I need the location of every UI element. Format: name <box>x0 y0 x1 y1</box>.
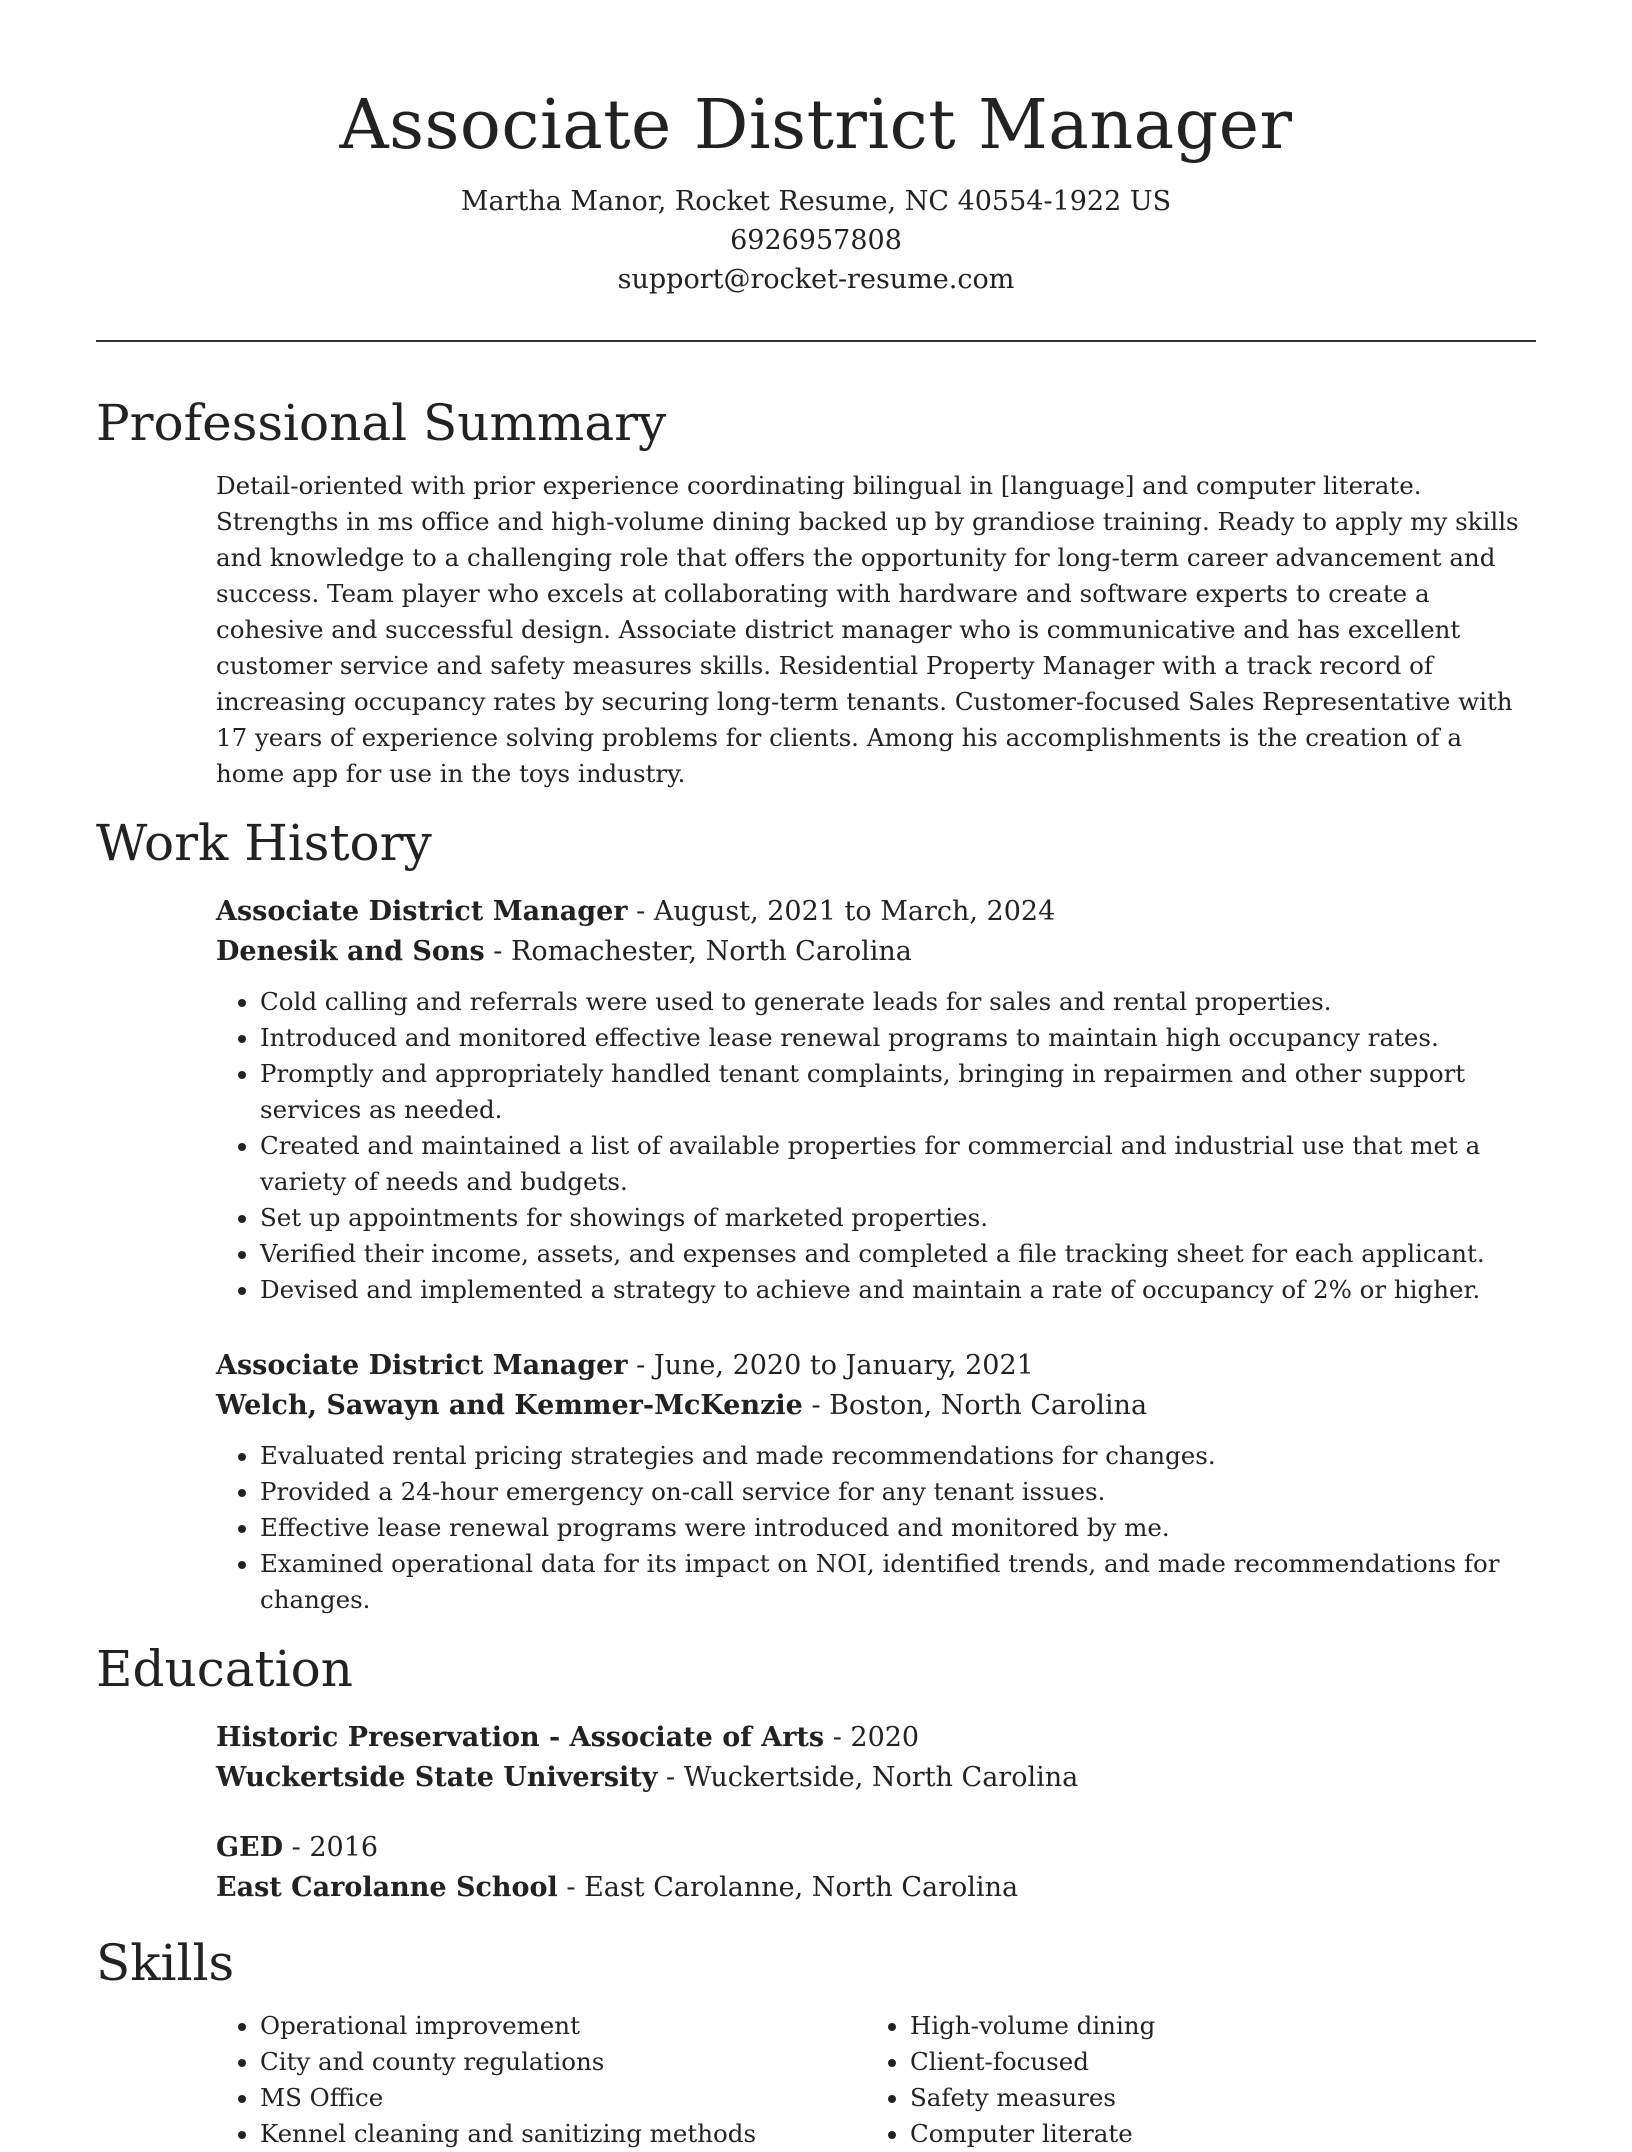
list-item: • Verified their income, assets, and expenses and completed a file tracking sheet for each applicant. <box>260 1236 1536 1272</box>
job-company: Denesik and Sons <box>216 936 485 967</box>
skills-column-right <box>866 2008 1516 2152</box>
resume-page <box>96 0 1536 2152</box>
job-title: Associate District Manager <box>216 1350 628 1381</box>
contact-address: Martha Manor, Rocket Resume, NC 40554-1922 US <box>460 186 1172 217</box>
skill-item: • Kennel cleaning and sanitizing methods <box>260 2116 866 2152</box>
degree-year: - 2016 <box>283 1832 379 1863</box>
skill-item: • Client-focused <box>910 2044 1516 2080</box>
job-title-line <box>216 892 1536 932</box>
section-title-education: Education <box>96 1640 353 1698</box>
list-item: • Introduced and monitored effective lease renewal programs to maintain high occupancy rates. <box>260 1020 1536 1056</box>
contact-email: support@rocket-resume.com <box>617 264 1015 295</box>
section-title-work: Work History <box>96 814 432 872</box>
job-bullets <box>216 1438 1536 1618</box>
job-bullets <box>216 984 1536 1308</box>
job-company: Welch, Sawayn and Kemmer-McKenzie <box>216 1390 803 1421</box>
skills-column-left <box>216 2008 866 2152</box>
work-history-section <box>96 810 1536 1618</box>
job-location: - Romachester, North Carolina <box>484 936 912 967</box>
job-company-line <box>216 932 1536 972</box>
school: Wuckertside State University <box>216 1762 658 1793</box>
education-entry <box>216 1828 1536 1908</box>
skill-item: • Operational improvement <box>260 2008 866 2044</box>
resume-title: Associate District Manager <box>339 86 1293 165</box>
list-item: • Promptly and appropriately handled tenant complaints, bringing in repairmen and other support services as needed. <box>260 1056 1536 1128</box>
skills-list-left <box>216 2008 866 2152</box>
degree-line <box>216 1828 1536 1868</box>
job-company-line <box>216 1386 1536 1426</box>
job-dates: - June, 2020 to January, 2021 <box>627 1350 1034 1381</box>
school-line <box>216 1758 1536 1798</box>
skill-item: • Computer literate <box>910 2116 1516 2152</box>
list-item: • Set up appointments for showings of marketed properties. <box>260 1200 1536 1236</box>
professional-summary-section <box>96 390 1536 792</box>
education-section <box>96 1636 1536 1908</box>
job-title-line <box>216 1346 1536 1386</box>
degree-line <box>216 1718 1536 1758</box>
degree-year: - 2020 <box>824 1722 920 1753</box>
summary-text: Detail-oriented with prior experience coordinating bilingual in [language] and computer literate. Strengths in ms office and high-volume dining backed up by grandiose training. Ready to apply my skills and knowledge to a challenging role that offers the opportunity for long-term career advancement and success. Team player who excels at collaborating with hardware and software experts to create a cohesive and successful design. Associate district manager who is communicative and has excellent customer service and safety measures skills. Residential Property Manager with a track record of increasing occupancy rates by securing long-term tenants. Customer-focused Sales Representative with 17 years of experience solving problems for clients. Among his accomplishments is the creation of a home app for use in the toys industry. <box>216 471 1519 788</box>
header-divider <box>96 340 1536 342</box>
list-item: • Evaluated rental pricing strategies and made recommendations for changes. <box>260 1438 1536 1474</box>
list-item: • Provided a 24-hour emergency on-call service for any tenant issues. <box>260 1474 1536 1510</box>
skill-item: • MS Office <box>260 2080 866 2116</box>
school: East Carolanne School <box>216 1872 558 1903</box>
list-item: • Examined operational data for its impact on NOI, identified trends, and made recommendations for changes. <box>260 1546 1536 1618</box>
skill-item: • City and county regulations <box>260 2044 866 2080</box>
degree: Historic Preservation - Associate of Arts <box>216 1722 825 1753</box>
school-location: - Wuckertside, North Carolina <box>657 1762 1079 1793</box>
job-location: - Boston, North Carolina <box>802 1390 1148 1421</box>
job-entry <box>216 1346 1536 1618</box>
list-item: • Cold calling and referrals were used to generate leads for sales and rental properties. <box>260 984 1536 1020</box>
skill-item: • High-volume dining <box>910 2008 1516 2044</box>
list-item: • Devised and implemented a strategy to achieve and maintain a rate of occupancy of 2% or higher. <box>260 1272 1536 1308</box>
job-entry <box>216 892 1536 1308</box>
job-title: Associate District Manager <box>216 896 628 927</box>
contact-block <box>96 182 1536 299</box>
degree: GED <box>216 1832 284 1863</box>
skills-grid <box>216 2008 1536 2152</box>
education-entry <box>216 1718 1536 1798</box>
list-item: • Created and maintained a list of available properties for commercial and industrial use that met a variety of needs and budgets. <box>260 1128 1536 1200</box>
contact-phone: 6926957808 <box>730 225 902 256</box>
skills-list-right <box>866 2008 1516 2152</box>
school-line <box>216 1868 1536 1908</box>
list-item: • Effective lease renewal programs were introduced and monitored by me. <box>260 1510 1536 1546</box>
school-location: - East Carolanne, North Carolina <box>557 1872 1019 1903</box>
resume-header <box>96 0 1536 299</box>
skills-section <box>96 1930 1536 2152</box>
skill-item: • Safety measures <box>910 2080 1516 2116</box>
section-title-skills: Skills <box>96 1934 235 1992</box>
job-dates: - August, 2021 to March, 2024 <box>627 896 1056 927</box>
section-title-summary: Professional Summary <box>96 394 667 452</box>
